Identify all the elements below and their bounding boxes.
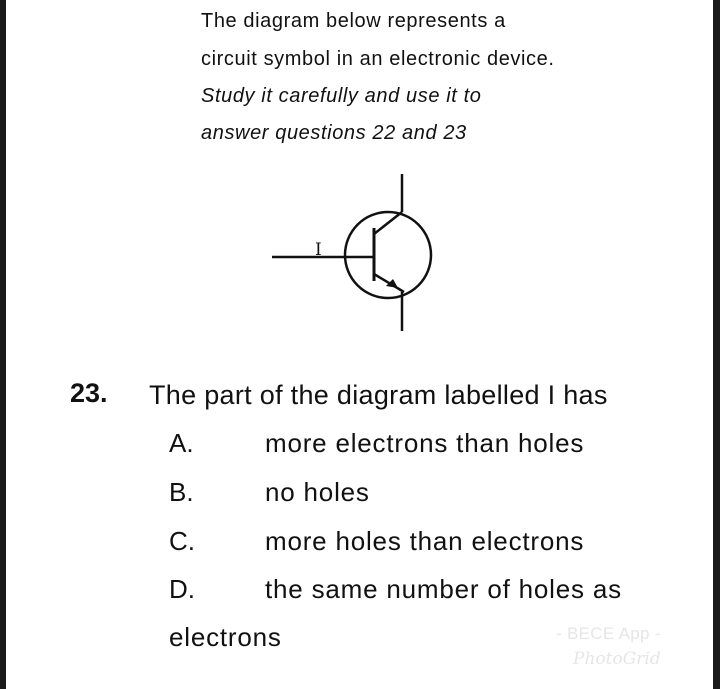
question-number: 23. — [70, 378, 108, 408]
intro-line-4: answer questions 22 and 23 — [201, 122, 467, 144]
document-page — [6, 0, 713, 689]
option-c-letter: C. — [169, 526, 195, 556]
option-b-text: no holes — [265, 477, 370, 507]
option-d-continuation: electrons — [169, 622, 282, 652]
diagram-label-i: I — [315, 240, 322, 260]
option-c-text: more holes than electrons — [265, 526, 585, 556]
option-a-letter: A. — [169, 428, 194, 458]
intro-line-1: The diagram below represents a — [201, 10, 506, 32]
option-d-letter: D. — [169, 574, 195, 604]
intro-line-2: circuit symbol in an electronic device. — [201, 48, 555, 70]
option-b-letter: B. — [169, 477, 194, 507]
option-d-text: the same number of holes as — [265, 574, 622, 604]
option-a-text: more electrons than holes — [265, 428, 585, 458]
watermark-photogrid: PhotoGrid — [573, 649, 661, 669]
transistor-diagram — [264, 168, 444, 336]
question-text: The part of the diagram labelled I has — [149, 380, 608, 410]
collector-line — [374, 212, 402, 234]
watermark-app: - BECE App - — [556, 624, 661, 643]
intro-line-3: Study it carefully and use it to — [201, 85, 482, 107]
